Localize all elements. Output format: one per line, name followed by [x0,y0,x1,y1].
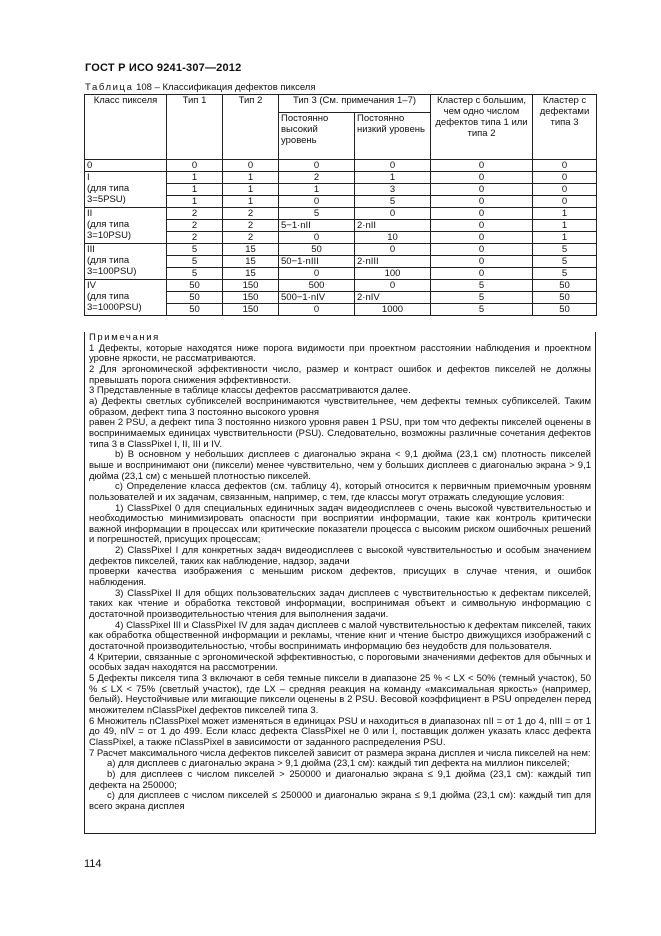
note-4: 4 Критерии, связанные с эргономической эффективностью, с пороговыми значениями дефектов для обычных и особых задач находятся на рассмотрении. [89,651,591,674]
cell-cb: 0 [533,160,597,172]
cell-class-line: 3=100PSU) [87,266,137,277]
cell-class-line: 3=1000PSU) [87,302,142,313]
cell-t1: 0 [167,160,223,172]
cell-t2: 2 [223,232,279,244]
cell-class-line: 3=10PSU) [87,230,132,241]
cell-class [85,208,167,244]
cell-lo: 0 [355,160,431,172]
table-row [85,172,597,184]
table-row [85,244,597,256]
cell-cb: 5 [533,268,597,280]
note-7a: а) для дисплеев с диагональю экрана > 9,1 дюйма (23,1 см): каждый тип дефекта на миллион пикселей; [107,758,570,770]
cell-ca: 0 [431,196,533,208]
cell-class-line: III [87,244,95,255]
col-header-type2: Тип 2 [223,95,279,160]
table-body [85,160,597,316]
cell-t1: 1 [167,172,223,184]
cell-ca: 0 [431,232,533,244]
note-3c-2: 2) ClassPixel I для конкретных задач видеодисплеев с высокой чувствительностью и особым значением дефектов пикселей, таких как наблюдение, надзор, задачи [89,545,591,567]
cell-cb: 0 [533,172,597,184]
notes-title: Примечания [89,332,160,343]
note-3c-4: 4) ClassPixel III и ClassPixel IV для задач дисплеев с малой чувствительностью к дефектам пикселей, таких как обработка общественной информации и рекламы, чтение книг и чтение быстро движущихся изображений с достаточной производительностью, чтобы воспринимать информацию без неудобств для пользователя. [89,619,591,653]
cell-hi: 0 [279,232,355,244]
cell-class-line: 3=5PSU) [87,194,126,205]
col-header-type3-low: Постоянно низкий уровень [355,113,431,160]
table-row [85,280,597,292]
cell-cb: 0 [533,184,597,196]
cell-hi: 0 [279,160,355,172]
cell-cb: 1 [533,220,597,232]
cell-ca: 5 [431,304,533,316]
note-7b: b) для дисплеев с числом пикселей > 250000 и диагональю экрана ≤ 9,1 дюйма (23,1 см): каждый тип дефекта на 250000; [89,768,591,791]
note-1: 1 Дефекты, которые находятся ниже порога видимости при проектном расстоянии наблюдения и проектном уровне яркости, не рассматриваются. [89,342,591,365]
cell-t1: 5 [167,244,223,256]
note-3: 3 Представленные в таблице классы дефектов рассматриваются далее. [89,385,411,397]
note-3a-cont: равен 2 PSU, а дефект типа 3 постоянно низкого уровня равен 1 PSU, при том что дефекты пикселей оценены в воспринимаемых единицах чувствительности (PSU). Следовательно, возможны различные сочетания дефектов типа 3 в ClassPixel I, II, III и IV. [89,417,591,450]
cell-cb: 50 [533,304,597,316]
cell-ca: 0 [431,160,533,172]
cell-cb: 1 [533,208,597,220]
col-header-cluster-a: Кластер с большим, чем одно числом дефектов типа 1 или типа 2 [431,95,533,160]
note-3c: c) Определение класса дефектов (см. таблицу 4), который относится к первичным приемочным уровням пользователей и их задачам, связанным, например, с тем, где классы могут отражать следующие условия: [89,481,591,503]
cell-class-line: (для типа [87,255,130,266]
cell-hi: 5 [279,208,355,220]
cell-hi: 50−1·nIII [279,256,355,268]
cell-ca: 0 [431,220,533,232]
cell-class [85,280,167,316]
cell-lo: 0 [355,244,431,256]
cell-hi: 5−1·nII [279,220,355,232]
cell-lo: 2·nIV [355,292,431,304]
cell-hi: 2 [279,172,355,184]
cell-class [85,172,167,208]
cell-t2: 2 [223,208,279,220]
caption-text: 108 – Классификация дефектов пикселя [136,82,316,93]
col-header-type1: Тип 1 [167,95,223,160]
cell-lo: 10 [355,232,431,244]
cell-lo: 3 [355,184,431,196]
cell-t1: 2 [167,220,223,232]
cell-t2: 150 [223,304,279,316]
col-header-type3-high: Постоянно высокий уровень [279,113,355,160]
col-header-class: Класс пикселя [85,95,167,160]
table-caption [85,82,316,93]
page-number: 114 [84,858,102,870]
table-row [85,208,597,220]
cell-cb: 0 [533,196,597,208]
note-3a: а) Дефекты светлых субпикселей воспринимаются чувствительнее, чем дефекты темных субпикселей. Таким образом, дефект типа 3 постоянно высокого уровня [89,395,591,418]
cell-hi: 0 [279,268,355,280]
cell-class-line: (для типа [87,291,130,302]
cell-cb: 5 [533,256,597,268]
cell-t1: 5 [167,268,223,280]
cell-ca: 0 [431,256,533,268]
cell-ca: 0 [431,208,533,220]
cell-class [85,244,167,280]
cell-cb: 50 [533,292,597,304]
cell-ca: 5 [431,280,533,292]
note-6: 6 Множитель nClassPixel может изменяться в единицах PSU и находиться в диапазонах nII = от 1 до 4, nIII = от 1 до 49, nIV = от 1 до 499. Если класс дефекта ClassPixel не 0 или I, поставщик должен указать класс дефекта ClassPixel, а также nClassPixel в зависимости от заданного распределения PSU. [89,715,591,748]
cell-t2: 15 [223,268,279,280]
notes-block [84,332,596,834]
cell-cb: 1 [533,232,597,244]
note-3b: b) В основном у небольших дисплеев с диагональю экрана < 9,1 дюйма (23,1 см) плотность пикселей выше и воспринимают они (пиксели) менее чувствительно, чем у больших дисплеев с диагональю экрана > 9,1 дюйма (23,1 см) с меньшей плотностью пикселей. [89,449,591,482]
cell-hi: 50 [279,244,355,256]
cell-class-line: (для типа [87,219,130,230]
cell-t1: 50 [167,280,223,292]
cell-lo: 2·nII [355,220,431,232]
cell-t1: 2 [167,232,223,244]
cell-t2: 150 [223,280,279,292]
cell-class-line: (для типа [87,183,130,194]
cell-class-line: II [87,208,93,219]
cell-ca: 0 [431,268,533,280]
cell-cb: 50 [533,280,597,292]
cell-t2: 1 [223,172,279,184]
cell-hi: 500−1·nIV [279,292,355,304]
cell-lo: 0 [355,280,431,292]
cell-t1: 50 [167,292,223,304]
cell-ca: 0 [431,244,533,256]
note-2: 2 Для эргономической эффективности число, размер и контраст ошибок и дефектов пикселей не должны превышать порога снижения эффективности. [89,363,591,386]
cell-class-line: 0 [87,160,93,171]
cell-lo: 0 [355,208,431,220]
cell-hi: 1 [279,184,355,196]
col-header-cluster-b: Кластер с дефектами типа 3 [533,95,597,160]
cell-lo: 100 [355,268,431,280]
document-header: ГОСТ Р ИСО 9241-307—2012 [85,62,242,74]
note-7c: c) для дисплеев с числом пикселей ≤ 250000 и диагональю экрана ≤ 9,1 дюйма (23,1 см): каждый тип для всего экрана дисплея [89,790,591,812]
cell-ca: 0 [431,184,533,196]
cell-hi: 0 [279,304,355,316]
cell-t2: 15 [223,244,279,256]
cell-lo: 2·nIII [355,256,431,268]
cell-t2: 1 [223,184,279,196]
cell-t1: 1 [167,196,223,208]
cell-lo: 5 [355,196,431,208]
note-7: 7 Расчет максимального числа дефектов пикселей зависит от размера экрана дисплея и числа пикселей на нем: [89,747,591,759]
cell-ca: 5 [431,292,533,304]
cell-hi: 0 [279,196,355,208]
cell-t1: 1 [167,184,223,196]
cell-t2: 0 [223,160,279,172]
cell-ca: 0 [431,172,533,184]
cell-class [85,160,167,172]
cell-t2: 15 [223,256,279,268]
cell-cb: 5 [533,244,597,256]
cell-t1: 5 [167,256,223,268]
cell-lo: 1 [355,172,431,184]
cell-hi: 500 [279,280,355,292]
note-3c-2-cont: проверки качества изображения с меньшим риском дефектов, присущих в случае чтения, и ошибок наблюдения. [89,566,591,589]
cell-t1: 2 [167,208,223,220]
col-header-type3: Тип 3 (См. примечания 1–7) [279,95,431,113]
note-5: 5 Дефекты пикселя типа 3 включают в себя темные пиксели в диапазоне 25 % < LX < 50% (темный участок), 50 % ≤ LX < 75% (светлый участок), где LX – средняя реакция на команду «максимальная яркость» (например, белый). Неустойчивые или мигающие пиксели оценены в 2 PSU. Весовой коэффициент в PSU определен перед множителем nClassPixel дефектов пикселей типа 3. [89,673,591,716]
pixel-defect-table [84,94,597,316]
caption-prefix: Таблица [85,82,134,93]
cell-class-line: IV [87,280,96,291]
cell-t1: 50 [167,304,223,316]
cell-lo: 1000 [355,304,431,316]
note-3c-1: 1) ClassPixel 0 для специальных единичных задач видеодисплеев с очень высокой чувствительностью и необходимостью минимизировать опасности при восприятии информации, такие как контроль критически важной информации в процессах или критические показатели процесса с высоким риском ошибочных решений и погрешностей, присущих процессам; [89,502,591,546]
cell-t2: 2 [223,220,279,232]
table-row [85,160,597,172]
cell-t2: 150 [223,292,279,304]
note-3c-3: 3) ClassPixel II для общих пользовательских задач дисплеев с чувствительностью к дефектам пикселей, таких как чтение и обработка текстовой информации, воспринимая объект и символьную информацию с достаточной производительностью чтения для выполнения задачи. [89,587,591,621]
cell-class-line: I [87,172,90,183]
cell-t2: 1 [223,196,279,208]
